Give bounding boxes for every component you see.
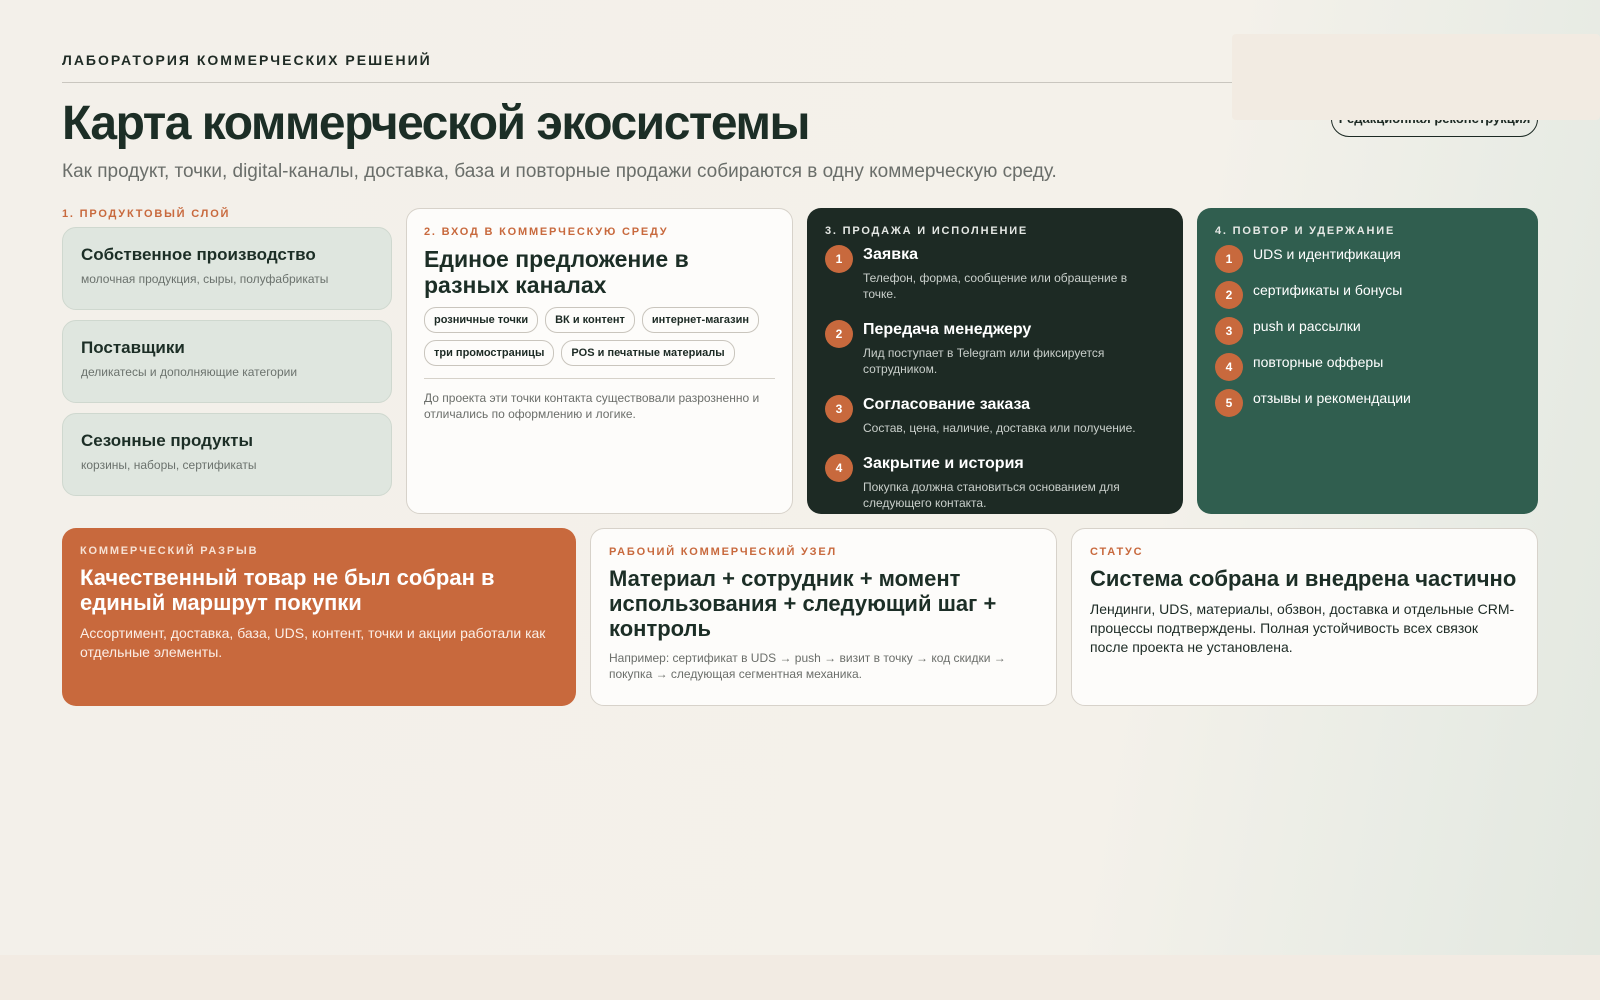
product-card-title: Поставщики xyxy=(81,338,185,357)
product-card-own-production xyxy=(62,227,392,310)
page-subtitle: Как продукт, точки, digital-каналы, доставка, база и повторные продажи собираются в одну коммерческую среду. xyxy=(62,161,1057,182)
retention-text: отзывы и рекомендации xyxy=(1253,390,1411,406)
sales-label: 3. ПРОДАЖА И ИСПОЛНЕНИЕ xyxy=(825,225,1029,237)
node-title: Материал + сотрудник + момент использования + следующий шаг + контроль xyxy=(609,566,997,641)
node-label: РАБОЧИЙ КОММЕРЧЕСКИЙ УЗЕЛ xyxy=(609,546,838,558)
product-card-title: Сезонные продукты xyxy=(81,431,253,450)
sales-step xyxy=(825,454,1165,511)
channel-tag: интернет-магазин xyxy=(642,307,759,333)
step-number-badge: 3 xyxy=(825,395,853,423)
sales-card xyxy=(807,208,1183,514)
product-card-desc: корзины, наборы, сертификаты xyxy=(81,458,257,472)
status-card xyxy=(1071,528,1538,706)
status-label: СТАТУС xyxy=(1090,546,1144,558)
retention-item xyxy=(1215,317,1520,345)
retention-number-badge: 2 xyxy=(1215,281,1243,309)
sales-step xyxy=(825,245,1165,302)
retention-text: сертификаты и бонусы xyxy=(1253,282,1403,298)
retention-text: UDS и идентификация xyxy=(1253,246,1401,262)
retention-item xyxy=(1215,389,1520,417)
retention-number-badge: 1 xyxy=(1215,245,1243,273)
status-title: Система собрана и внедрена частично xyxy=(1090,566,1517,591)
retention-item xyxy=(1215,245,1520,273)
entry-title: Единое предложение в разных каналах xyxy=(424,246,689,298)
product-card-title: Собственное производство xyxy=(81,245,316,264)
eyebrow: ЛАБОРАТОРИЯ КОММЕРЧЕСКИХ РЕШЕНИЙ xyxy=(62,52,432,68)
step-desc: Лид поступает в Telegram или фиксируется сотрудником. xyxy=(863,346,1105,376)
retention-text: push и рассылки xyxy=(1253,318,1361,334)
product-layer-label: 1. ПРОДУКТОВЫЙ СЛОЙ xyxy=(62,208,231,220)
product-card-seasonal xyxy=(62,413,392,496)
step-desc: Состав, цена, наличие, доставка или получение. xyxy=(863,421,1136,435)
header-divider xyxy=(62,82,1232,83)
retention-item xyxy=(1215,353,1520,381)
sales-step xyxy=(825,320,1165,377)
node-card xyxy=(590,528,1057,706)
retention-item xyxy=(1215,281,1520,309)
entry-divider xyxy=(424,378,775,379)
retention-number-badge: 5 xyxy=(1215,389,1243,417)
channel-tag: розничные точки xyxy=(424,307,538,333)
channel-tag: POS и печатные материалы xyxy=(561,340,734,366)
step-number-badge: 4 xyxy=(825,454,853,482)
step-title: Согласование заказа xyxy=(863,396,1031,413)
step-title: Закрытие и история xyxy=(863,455,1024,472)
retention-number-badge: 3 xyxy=(1215,317,1243,345)
retention-label: 4. ПОВТОР И УДЕРЖАНИЕ xyxy=(1215,225,1396,237)
product-card-suppliers xyxy=(62,320,392,403)
overlay-panel xyxy=(1232,34,1600,120)
gap-label: КОММЕРЧЕСКИЙ РАЗРЫВ xyxy=(80,545,259,557)
step-desc: Телефон, форма, сообщение или обращение в точке. xyxy=(863,271,1128,301)
entry-card xyxy=(406,208,793,514)
gap-desc: Ассортимент, доставка, база, UDS, контент, точки и акции работали как отдельные элементы. xyxy=(80,625,546,660)
product-card-desc: деликатесы и дополняющие категории xyxy=(81,365,298,379)
sales-step xyxy=(825,395,1165,436)
node-desc: Например: сертификат в UDS → push → визит в точку → код скидки → покупка → следующая сегментная механика. xyxy=(609,651,1006,681)
channel-tag: ВК и контент xyxy=(545,307,635,333)
channel-tags xyxy=(424,307,779,366)
step-title: Передача менеджеру xyxy=(863,321,1032,338)
channel-tag: три промостраницы xyxy=(424,340,554,366)
step-number-badge: 2 xyxy=(825,320,853,348)
step-number-badge: 1 xyxy=(825,245,853,273)
gap-title: Качественный товар не был собран в единый маршрут покупки xyxy=(80,565,495,615)
product-card-desc: молочная продукция, сыры, полуфабрикаты xyxy=(81,272,329,286)
step-title: Заявка xyxy=(863,246,918,263)
retention-number-badge: 4 xyxy=(1215,353,1243,381)
page-footer-band xyxy=(0,955,1600,1000)
entry-note: До проекта эти точки контакта существовали разрозненно и отличались по оформлению и логике. xyxy=(424,391,760,421)
retention-card xyxy=(1197,208,1538,514)
gap-card xyxy=(62,528,576,706)
page-title: Карта коммерческой экосистемы xyxy=(62,97,809,150)
retention-text: повторные офферы xyxy=(1253,354,1384,370)
status-desc: Лендинги, UDS, материалы, обзвон, доставка и отдельные CRM-процессы подтверждены. Полная устойчивость всех связок после проекта не установлена. xyxy=(1090,601,1515,655)
entry-label: 2. ВХОД В КОММЕРЧЕСКУЮ СРЕДУ xyxy=(424,226,669,238)
step-desc: Покупка должна становиться основанием для следующего контакта. xyxy=(863,480,1120,510)
